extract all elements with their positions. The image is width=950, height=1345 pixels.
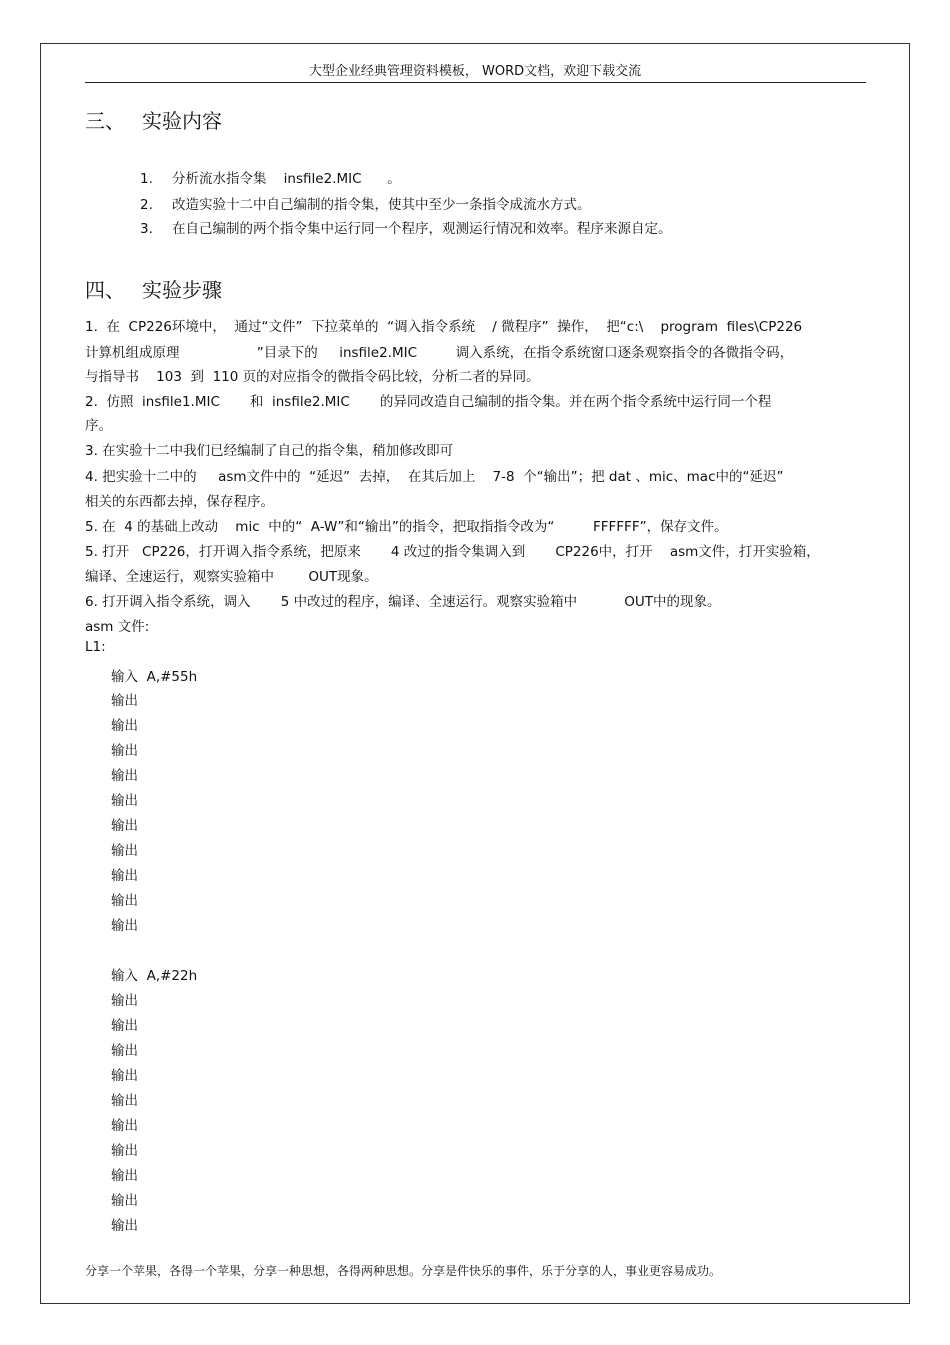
section-3-number: 三、 [85,109,125,133]
item-text: 在自己编制的两个指令集中运行同一个程序，观测运行情况和效率。程序来源自定。 [172,221,672,237]
section-4-title: 实验步骤 [142,278,222,302]
section-4-heading [85,274,222,303]
step-line: 计算机组成原理 ”目录下的 insfile2.MIC 调入系统，在指令系统窗口逐条观察指令的各微指令码， [85,345,794,361]
item-number: 3. [140,221,153,237]
code-line: 输出 [111,993,138,1009]
section-3-heading [85,105,222,134]
code-line: 输出 [111,718,138,734]
code-line: 输出 [111,893,138,909]
code-line: 输入 A,#22h [111,968,198,984]
page-header: 大型企业经典管理资料模板， WORD文档，欢迎下载交流 [308,64,642,79]
code-line: 输出 [111,868,138,884]
step-line: 序。 [85,418,112,434]
asm-file-label: asm 文件: [85,619,150,635]
code-line: 输出 [111,768,138,784]
code-line: 输出 [111,1118,138,1134]
step-line: 5. 在 4 的基础上改动 mic 中的“ A-W”和“输出”的指令，把取指指令改为“ FFFFFF”，保存文件。 [85,519,728,535]
code-line: 输出 [111,743,138,759]
step-line: 2. 仿照 insfile1.MIC 和 insfile2.MIC 的异同改造自己编制的指令集。并在两个指令系统中运行同一个程 [85,394,772,410]
item-text: 分析流水指令集 insfile2.MIC 。 [172,171,401,187]
section-3-item [140,167,401,187]
section-4-number: 四、 [85,278,125,302]
code-line: 输出 [111,1093,138,1109]
step-line: 相关的东西都去掉，保存程序。 [85,494,274,510]
code-line: 输出 [111,1193,138,1209]
code-line: 输出 [111,1143,138,1159]
code-line: 输出 [111,843,138,859]
code-line: 输出 [111,1068,138,1084]
code-line: 输出 [111,1218,138,1234]
step-line: 1. 在 CP226环境中， 通过“文件” 下拉菜单的 “调入指令系统 / 微程序” 操作， 把“c:\ program files\CP226 [85,319,803,335]
item-number: 1. [140,171,153,187]
code-line: 输出 [111,1018,138,1034]
item-number: 2. [140,197,153,213]
item-text: 改造实验十二中自己编制的指令集，使其中至少一条指令成流水方式。 [172,197,591,213]
section-3-item [140,217,672,237]
step-line: 3. 在实验十二中我们已经编制了自己的指令集，稍加修改即可 [85,443,454,459]
section-3-item [140,193,591,213]
code-line: 输出 [111,1043,138,1059]
page-footer: 分享一个苹果，各得一个苹果，分享一种思想，各得两种思想。分享是件快乐的事件，乐于分享的人，事业更容易成功。 [85,1264,722,1278]
step-line: 6. 打开调入指令系统，调入 5 中改过的程序，编译、全速运行。观察实验箱中 OUT中的现象。 [85,594,721,610]
code-line: 输入 A,#55h [111,669,198,685]
section-3-title: 实验内容 [142,109,222,133]
code-line: 输出 [111,918,138,934]
header-divider [85,82,866,83]
code-line: 输出 [111,693,138,709]
code-line: 输出 [111,1168,138,1184]
step-line: 编译、全速运行，观察实验箱中 OUT现象。 [85,569,378,585]
step-line: 5. 打开 CP226，打开调入指令系统，把原来 4 改过的指令集调入到 CP226中，打开 asm文件，打开实验箱， [85,544,820,560]
step-line: 与指导书 103 到 110 页的对应指令的微指令码比较，分析二者的异同。 [85,369,540,385]
step-line: 4. 把实验十二中的 asm文件中的 “延迟” 去掉， 在其后加上 7-8 个“输出”；把 dat 、mic、mac中的“延迟” [85,469,784,485]
code-label-l1: L1: [85,639,106,655]
code-line: 输出 [111,793,138,809]
code-line: 输出 [111,818,138,834]
